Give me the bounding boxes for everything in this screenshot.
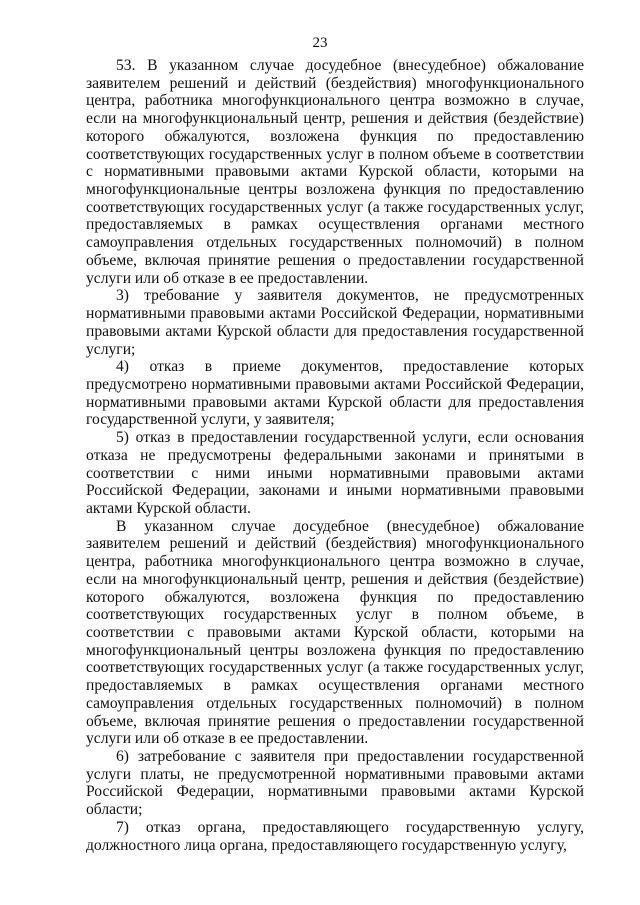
paragraph-item-4: 4) отказ в приеме документов, предоставление которых предусмотрено нормативными правовыми актами Российской Федерации, нормативными правовыми актами Курской области для предоставления государственной услуги, у заявителя; <box>86 358 584 429</box>
paragraph-item-6: 6) затребование с заявителя при предоставлении государственной услуги платы, не предусмотренной нормативными правовыми актами Российской Федерации, нормативными правовыми актами Курской области; <box>86 748 584 819</box>
paragraph-item-7: 7) отказ органа, предоставляющего государственную услугу, должностного лица органа, предоставляющего государственную услугу, <box>86 818 584 854</box>
paragraph-mfc-case: В указанном случае досудебное (внесудебное) обжалование заявителем решений и действий (бездействия) многофункционального центра, работника многофункционального центра возможно в случае, если на многофункциональный центр, решения и действия (бездействие) которого обжалуются, возложена функция по предоставлению соответствующих государственных услуг в полном объеме, в соответствии с правовыми актами Курской области, которыми на многофункциональный центры возложена функция по предоставлению соответствующих государственных услуг (а также государственных услуг, предоставляемых в рамках осуществления органами местного самоуправления отдельных государственных полномочий) в полном объеме, включая принятие решения о предоставлении государственной услуги или об отказе в ее предоставлении. <box>86 517 584 748</box>
document-body <box>86 57 584 854</box>
paragraph-item-3: 3) требование у заявителя документов, не предусмотренных нормативными правовыми актами Российской Федерации, нормативными правовыми актами Курской области для предоставления государственной услуги; <box>86 287 584 358</box>
page-number: 23 <box>312 35 328 51</box>
paragraph-item-5: 5) отказ в предоставлении государственной услуги, если основания отказа не предусмотрены федеральными законами и принятыми в соответствии с ними иными нормативными правовыми актами Российской Федерации, законами и иными нормативными правовыми актами Курской области. <box>86 429 584 517</box>
paragraph-53: 53. В указанном случае досудебное (внесудебное) обжалование заявителем решений и действий (бездействия) многофункционального центра, работника многофункционального центра возможно в случае, если на многофункциональный центр, решения и действия (бездействие) которого обжалуются, возложена функция по предоставлению соответствующих государственных услуг в полном объеме в соответствии с нормативными правовыми актами Курской области, которыми на многофункциональные центры возложена функция по предоставлению соответствующих государственных услуг (а также государственных услуг, предоставляемых в рамках осуществления органами местного самоуправления отдельных государственных полномочий) в полном объеме, включая принятие решения о предоставлении государственной услуги или об отказе в ее предоставлении. <box>86 57 584 287</box>
